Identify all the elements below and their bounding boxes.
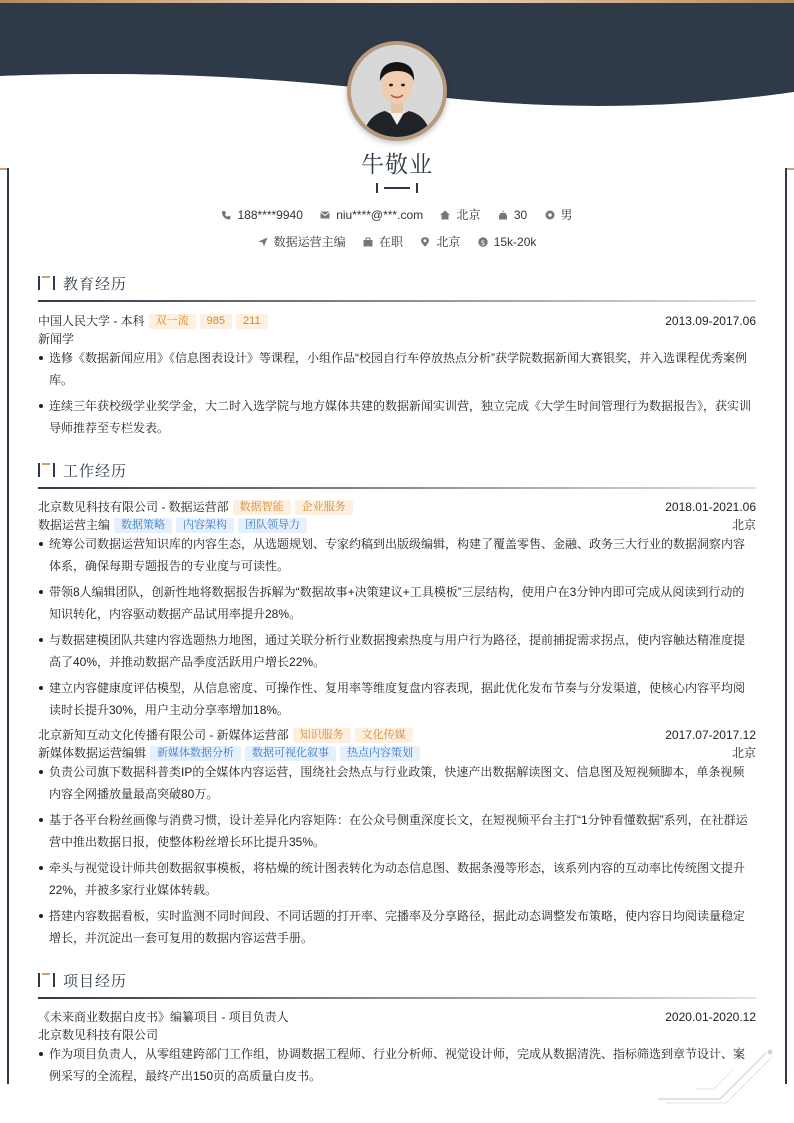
- mail-icon: [320, 210, 330, 220]
- skill-tag: 数据可视化叙事: [245, 746, 336, 761]
- section-title-education: 教育经历: [38, 273, 127, 294]
- industry-tag: 文化传媒: [355, 728, 413, 743]
- major-row: [38, 330, 756, 348]
- city-text: 北京: [456, 208, 481, 222]
- school-tag: 985: [200, 314, 232, 329]
- salary-text: 15k-20k: [493, 234, 537, 249]
- education-entry-header: [38, 312, 756, 330]
- industry-tag: 数据智能: [233, 500, 291, 515]
- industry-tag: 知识服务: [293, 728, 351, 743]
- work-bullets: [38, 533, 756, 725]
- gender-item: [545, 206, 573, 223]
- project-name: 《未来商业数据白皮书》编纂项目 - 项目负责人: [38, 1010, 289, 1024]
- list-item: 建立内容健康度评估模型，从信息密度、可操作性、复用率等维度复盘内容表现，据此优化发布节奏与分发渠道，使核心内容平均阅读时长提升30%，用户主动分享率增加18%。: [38, 677, 756, 721]
- work-entry-header: [38, 726, 756, 744]
- section-divider: [38, 300, 756, 302]
- gender-text: 男: [560, 208, 573, 222]
- gender-icon: [545, 210, 555, 220]
- project-date: 2020.01-2020.12: [665, 1010, 756, 1024]
- name-divider: [376, 182, 418, 194]
- avatar: [351, 45, 443, 137]
- phone-icon: [221, 210, 231, 220]
- status-item: [363, 233, 403, 250]
- section-divider: [38, 997, 756, 999]
- phone-text: 188****9940: [237, 207, 303, 222]
- company-name: 北京新知互动文化传播有限公司 - 新媒体运营部: [38, 728, 289, 742]
- svg-text:$: $: [480, 238, 485, 247]
- project-org-row: [38, 1026, 756, 1044]
- status-text: 在职: [378, 235, 403, 249]
- role-name: 新媒体数据运营编辑: [38, 746, 147, 760]
- project-entry-header: [38, 1008, 756, 1026]
- cake-icon: [498, 210, 508, 220]
- contact-row: [0, 206, 794, 223]
- home-icon: [440, 210, 450, 220]
- candidate-name: 牛敬业: [361, 151, 433, 177]
- skill-tag: 数据策略: [114, 518, 172, 533]
- target-role-item: [258, 233, 346, 250]
- work-role-row: [38, 516, 756, 534]
- industry-tag: 企业服务: [295, 500, 353, 515]
- role-name: 数据运营主编: [38, 518, 111, 532]
- list-item: 基于各平台粉丝画像与消费习惯，设计差异化内容矩阵：在公众号侧重深度长文，在短视频平台主打“1分钟看懂数据”系列，在社群运营中推出数据日报，使整体粉丝增长环比提升35%。: [38, 809, 756, 853]
- work-entry-header: [38, 498, 756, 516]
- section-mark-icon: [38, 275, 55, 290]
- work-location: 北京: [731, 746, 756, 760]
- work-role-row: [38, 744, 756, 762]
- job-intent-row: [0, 233, 794, 250]
- education-bullets: [38, 347, 756, 443]
- location-pin-icon: [420, 237, 430, 247]
- email-text: niu****@***.com: [336, 207, 424, 222]
- list-item: 负责公司旗下数据科普类IP的全媒体内容运营，围绕社会热点与行业政策，快速产出数据解读图文、信息图及短视频脚本，单条视频内容全网播放量最高突破80万。: [38, 761, 756, 805]
- briefcase-icon: [363, 237, 373, 247]
- corner-decoration: [656, 1049, 776, 1105]
- education-date: 2013.09-2017.06: [665, 314, 756, 328]
- target-city-text: 北京: [436, 235, 461, 249]
- school-tag: 211: [236, 314, 268, 329]
- list-item: 带领8人编辑团队，创新性地将数据报告拆解为“数据故事+决策建议+工具模板”三层结构，使用户在3分钟内即可完成从阅读到行动的知识转化，内容驱动数据产品试用率提升28%。: [38, 581, 756, 625]
- target-city-item: [420, 233, 460, 250]
- skill-tag: 内容架构: [176, 518, 234, 533]
- send-icon: [258, 237, 268, 247]
- email-item: [320, 208, 423, 222]
- work-date: 2017.07-2017.12: [665, 728, 756, 742]
- section-title-work: 工作经历: [38, 460, 127, 481]
- work-location: 北京: [731, 518, 756, 532]
- city-item: [440, 206, 480, 223]
- work-bullets: [38, 761, 756, 953]
- major-name: 新闻学: [38, 332, 75, 346]
- list-item: 与数据建模团队共建内容选题热力地图，通过关联分析行业数据搜索热度与用户行为路径，提前捕捉需求拐点，使内容触达精准度提高了40%，并推动数据产品季度活跃用户增长22%。: [38, 629, 756, 673]
- school-tag: 双一流: [149, 314, 196, 329]
- section-divider: [38, 487, 756, 489]
- work-date: 2018.01-2021.06: [665, 500, 756, 514]
- list-item: 统筹公司数据运营知识库的内容生态，从选题规划、专家约稿到出版级编辑，构建了覆盖零售、金融、政务三大行业的数据洞察内容体系，确保每期专题报告的专业度与可读性。: [38, 533, 756, 577]
- list-item: 连续三年获校级学业奖学金，大二时入选学院与地方媒体共建的数据新闻实训营，独立完成《大学生时间管理行为数据报告》，获实训导师推荐至专栏发表。: [38, 395, 756, 439]
- section-mark-icon: [38, 972, 55, 987]
- skill-tag: 新媒体数据分析: [150, 746, 241, 761]
- school-name: 中国人民大学 - 本科: [38, 314, 145, 328]
- phone-item: [221, 208, 302, 222]
- target-role-text: 数据运营主编: [273, 235, 346, 249]
- list-item: 牵头与视觉设计师共创数据叙事模板，将枯燥的统计图表转化为动态信息图、数据条漫等形态，该系列内容的互动率比传统图文提升22%，并被多家行业媒体转载。: [38, 857, 756, 901]
- section-title-projects: 项目经历: [38, 970, 127, 991]
- list-item: 选修《数据新闻应用》《信息图表设计》等课程，小组作品“校园自行车停放热点分析”获学院数据新闻大赛银奖，并入选课程优秀案例库。: [38, 347, 756, 391]
- section-mark-icon: [38, 462, 55, 477]
- money-icon: [478, 237, 488, 247]
- project-org: 北京数见科技有限公司: [38, 1028, 159, 1042]
- list-item: 作为项目负责人，从零组建跨部门工作组，协调数据工程师、行业分析师、视觉设计师，完成从数据清洗、指标筛选到章节设计、案例采写的全流程，最终产出150页的高质量白皮书。: [38, 1043, 756, 1087]
- skill-tag: 热点内容策划: [340, 746, 420, 761]
- list-item: 搭建内容数据看板，实时监测不同时间段、不同话题的打开率、完播率及分享路径，据此动态调整发布策略，使内容日均阅读量稳定增长，并沉淀出一套可复用的数据内容运营手册。: [38, 905, 756, 949]
- age-item: [498, 208, 527, 222]
- avatar-frame: [347, 41, 447, 141]
- salary-item: [478, 235, 537, 249]
- age-text: 30: [513, 207, 528, 222]
- skill-tag: 团队领导力: [238, 518, 307, 533]
- company-name: 北京数见科技有限公司 - 数据运营部: [38, 500, 229, 514]
